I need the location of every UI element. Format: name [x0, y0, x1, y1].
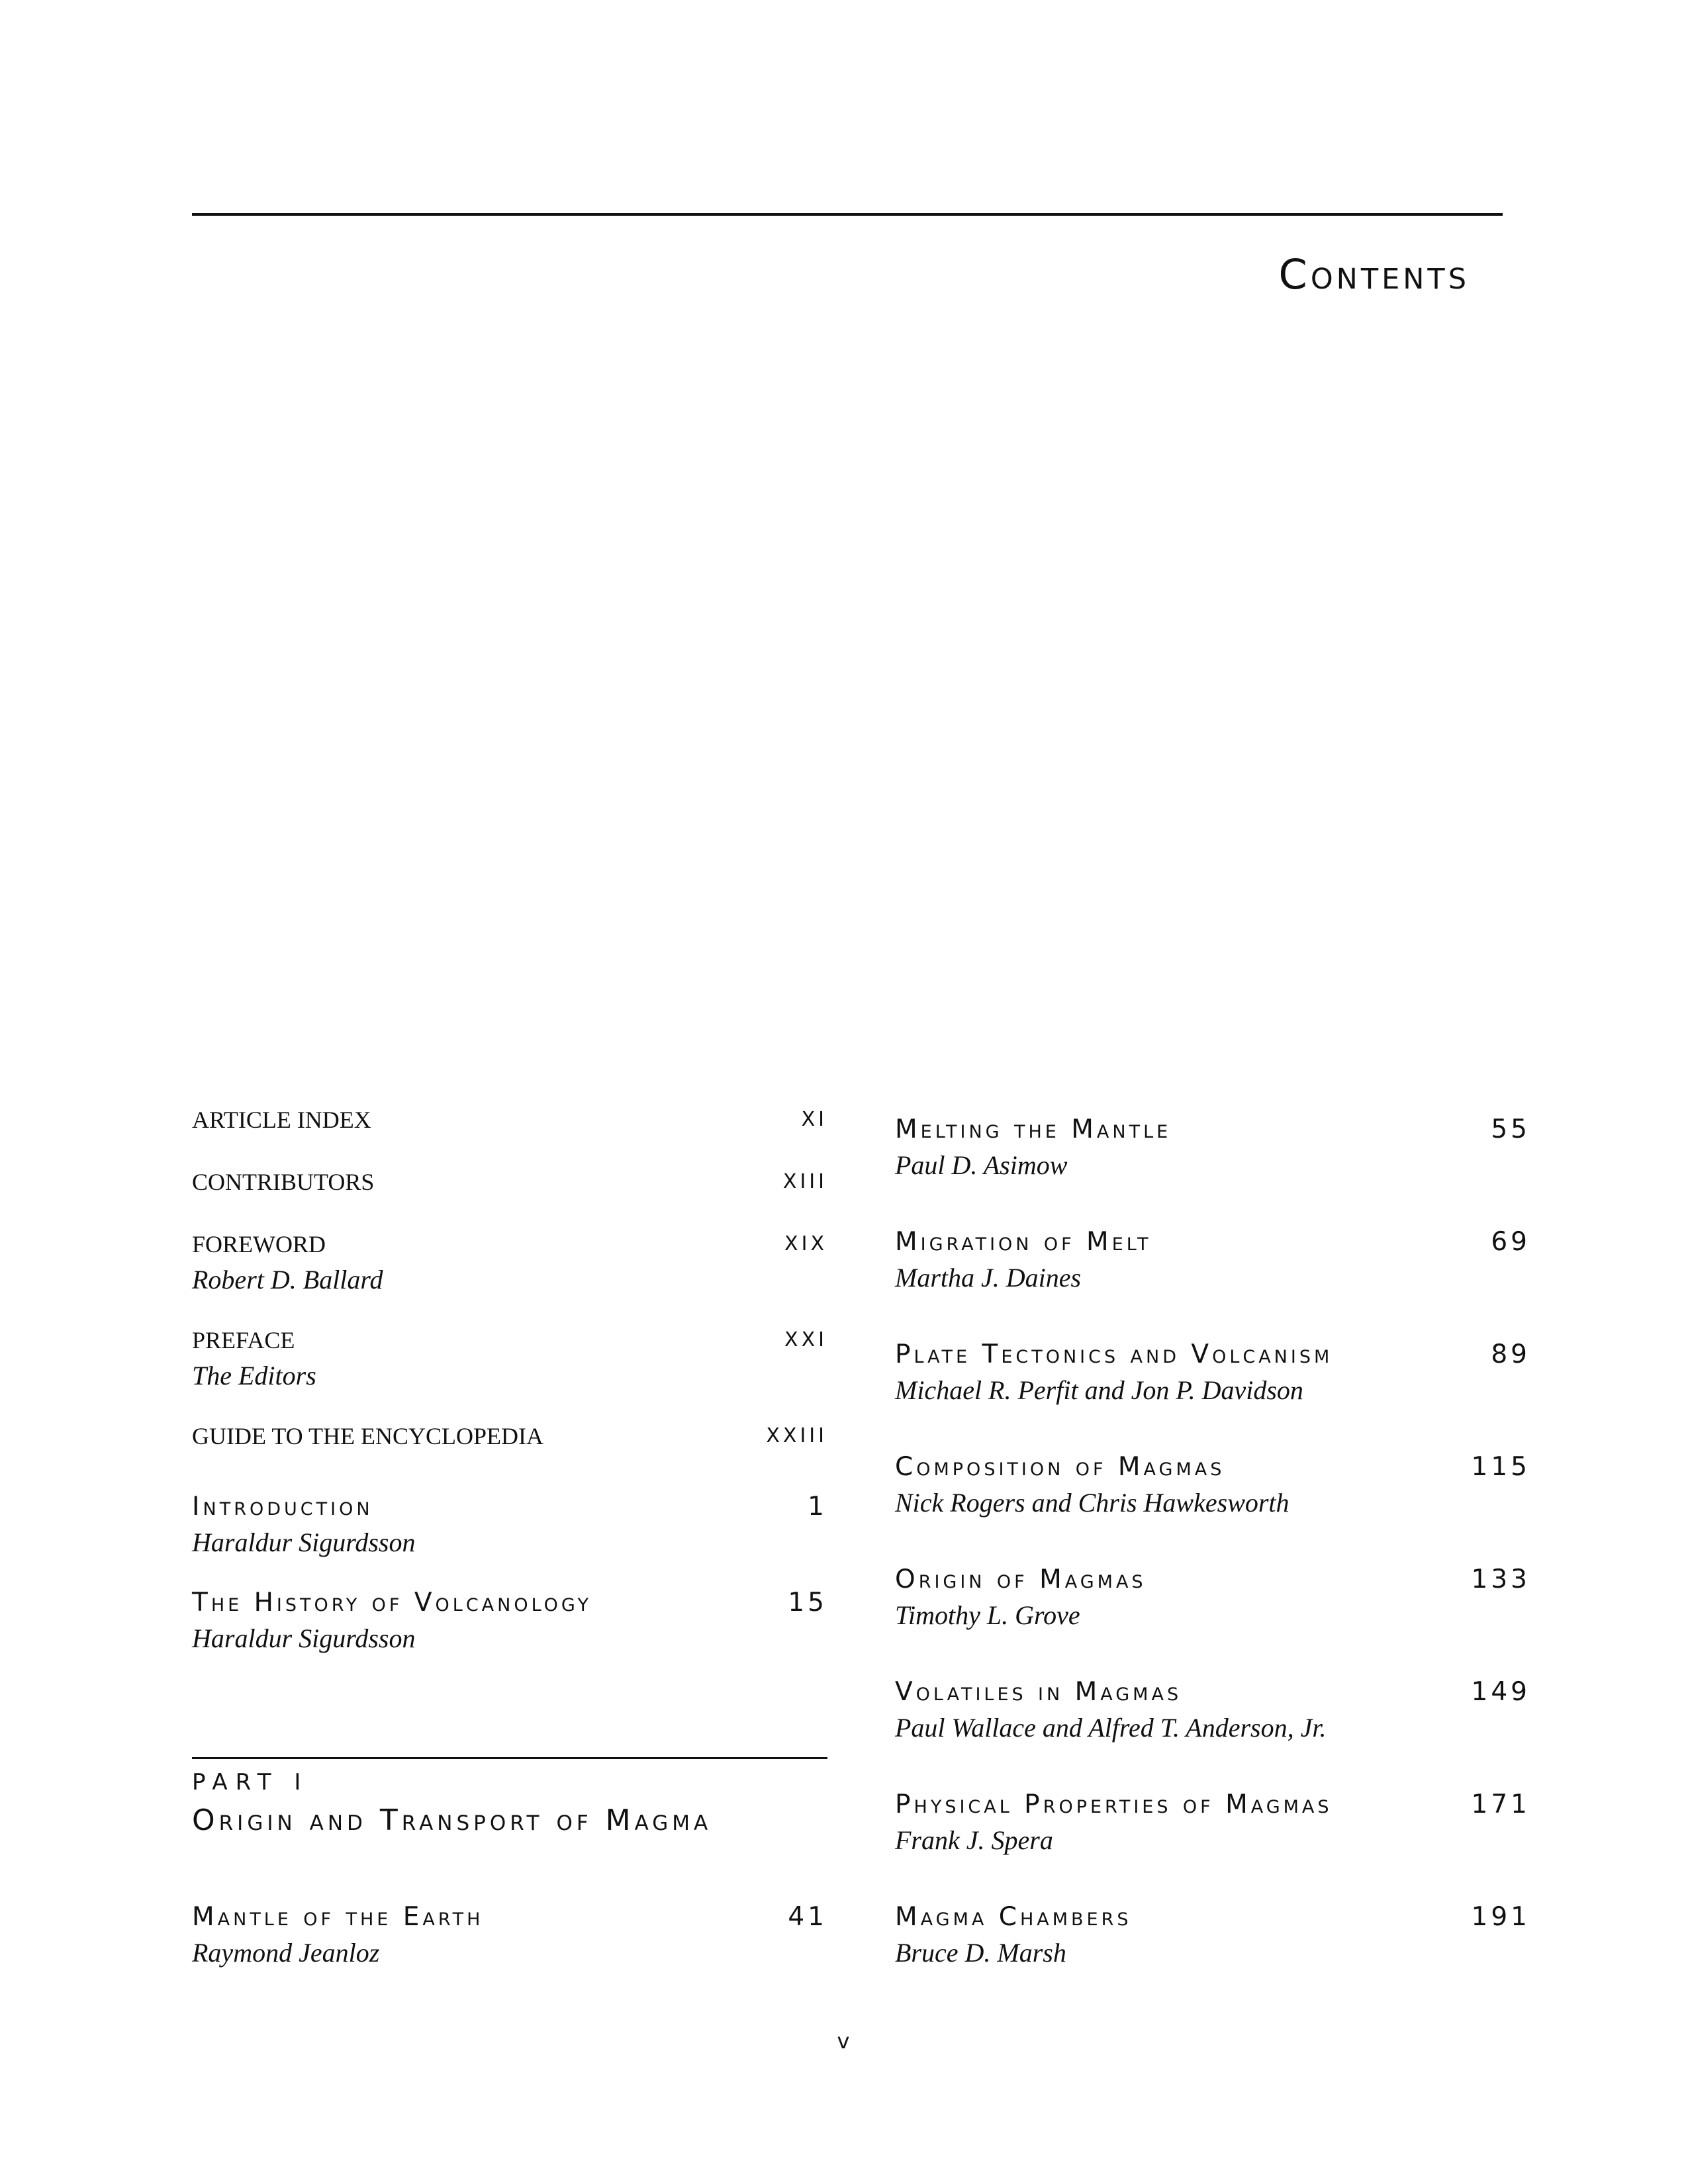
entry-page: 15	[788, 1588, 827, 1617]
entry-page: XIX	[784, 1232, 827, 1255]
toc-entry-contributors[interactable]	[192, 1164, 827, 1200]
entry-title: The History of Volcanology	[192, 1588, 592, 1617]
toc-entry-origin-of-magmas[interactable]	[895, 1562, 1530, 1633]
entry-author: Haraldur Sigurdsson	[192, 1623, 416, 1653]
entry-author: Nick Rogers and Chris Hawkesworth	[895, 1488, 1289, 1518]
part-rule	[192, 1757, 827, 1759]
toc-entry-foreword[interactable]	[192, 1226, 827, 1298]
entry-author: The Editors	[192, 1361, 316, 1390]
toc-entry-physical-properties[interactable]	[895, 1787, 1530, 1858]
entry-title: Migration of Melt	[895, 1227, 1152, 1257]
toc-entry-history-of-volcanology[interactable]	[192, 1585, 827, 1657]
toc-entry-introduction[interactable]	[192, 1489, 827, 1561]
entry-page: 41	[788, 1902, 827, 1932]
toc-entry-mantle-of-the-earth[interactable]	[192, 1899, 827, 1971]
entry-title: GUIDE TO THE ENCYCLOPEDIA	[192, 1423, 543, 1449]
entry-title: PREFACE	[192, 1327, 295, 1353]
toc-entry-article-index[interactable]	[192, 1102, 827, 1138]
entry-title: ARTICLE INDEX	[192, 1107, 371, 1133]
entry-page: 115	[1471, 1452, 1530, 1482]
toc-entry-composition-of-magmas[interactable]	[895, 1449, 1530, 1521]
entry-page: 191	[1471, 1902, 1530, 1932]
entry-title: Physical Properties of Magmas	[895, 1790, 1333, 1819]
entry-title: FOREWORD	[192, 1231, 326, 1257]
entry-author: Paul D. Asimow	[895, 1150, 1068, 1180]
entry-author: Martha J. Daines	[895, 1263, 1082, 1293]
entry-title: Volatiles in Magmas	[895, 1677, 1182, 1707]
entry-page: 149	[1471, 1677, 1530, 1707]
entry-page: XIII	[782, 1170, 827, 1193]
toc-entry-plate-tectonics[interactable]	[895, 1337, 1530, 1408]
entry-page: 55	[1491, 1115, 1530, 1144]
entry-page: 1	[808, 1492, 827, 1522]
entry-page: XXIII	[766, 1424, 827, 1447]
entry-author: Robert D. Ballard	[192, 1265, 383, 1295]
entry-page: 133	[1471, 1565, 1530, 1594]
entry-page: XXI	[784, 1328, 827, 1351]
entry-page: 89	[1491, 1340, 1530, 1369]
entry-author: Frank J. Spera	[895, 1825, 1053, 1855]
entry-page: 69	[1491, 1227, 1530, 1257]
entry-title: Mantle of the Earth	[192, 1902, 484, 1932]
toc-entry-volatiles-in-magmas[interactable]	[895, 1674, 1530, 1746]
entry-page: 171	[1471, 1790, 1530, 1819]
entry-author: Timothy L. Grove	[895, 1600, 1080, 1630]
toc-entry-guide[interactable]	[192, 1418, 827, 1454]
page-title: Contents	[1278, 250, 1470, 298]
toc-entry-preface[interactable]	[192, 1322, 827, 1394]
entry-author: Raymond Jeanloz	[192, 1938, 380, 1968]
entry-title: Introduction	[192, 1492, 373, 1522]
entry-author: Bruce D. Marsh	[895, 1938, 1066, 1968]
entry-author: Haraldur Sigurdsson	[192, 1527, 416, 1557]
toc-entry-melting-the-mantle[interactable]	[895, 1112, 1530, 1183]
entry-author: Paul Wallace and Alfred T. Anderson, Jr.	[895, 1713, 1327, 1743]
entry-title: Plate Tectonics and Volcanism	[895, 1340, 1333, 1369]
entry-page: XI	[801, 1108, 827, 1131]
part-title: Origin and Transport of Magma	[192, 1803, 712, 1837]
top-rule	[192, 213, 1503, 216]
entry-author: Michael R. Perfit and Jon P. Davidson	[895, 1375, 1303, 1405]
part-label: PART I	[192, 1769, 309, 1796]
entry-title: Origin of Magmas	[895, 1565, 1147, 1594]
page-number: v	[837, 2028, 851, 2054]
toc-entry-migration-of-melt[interactable]	[895, 1224, 1530, 1296]
entry-title: Composition of Magmas	[895, 1452, 1225, 1482]
toc-entry-magma-chambers[interactable]	[895, 1899, 1530, 1971]
entry-title: CONTRIBUTORS	[192, 1169, 375, 1195]
entry-title: Melting the Mantle	[895, 1115, 1172, 1144]
entry-title: Magma Chambers	[895, 1902, 1132, 1932]
